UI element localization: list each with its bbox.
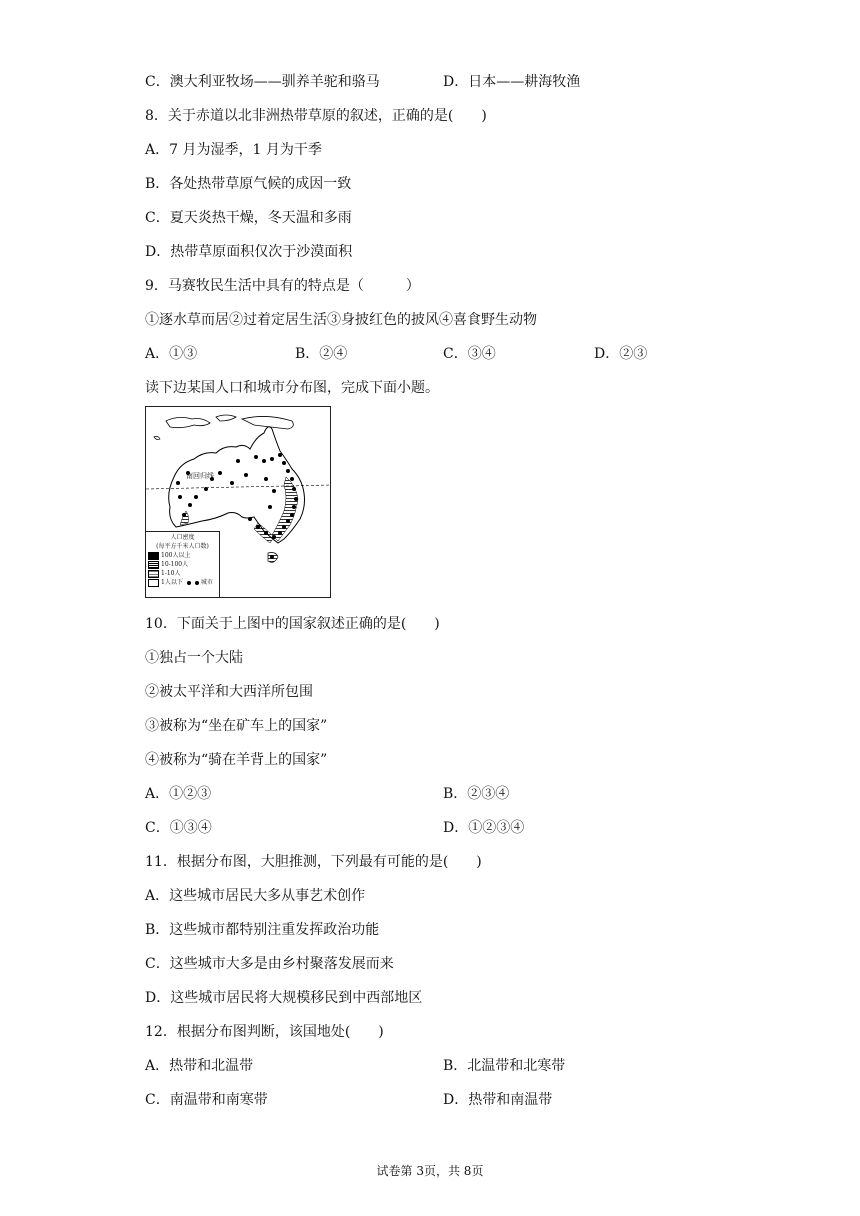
q11-option-b: B．这些城市都特别注重发挥政治功能 <box>145 922 380 938</box>
q12-stem: 12．根据分布图判断，该国地处( ) <box>145 1024 384 1040</box>
q11-option-a: A．这些城市居民大多从事艺术创作 <box>145 888 366 904</box>
q11-option-d: D．这些城市居民将大规模移民到中西部地区 <box>145 990 423 1006</box>
q12-option-c: C．南温带和南寒带 <box>145 1092 268 1108</box>
q10-option-c: C．①③④ <box>145 820 212 836</box>
q8-option-a: A．7 月为湿季，1 月为干季 <box>145 142 322 158</box>
q8-option-d: D．热带草原面积仅次于沙漠面积 <box>145 244 353 260</box>
q9-option-a: A．①③ <box>145 346 198 362</box>
q10-option-d: D．①②③④ <box>443 820 525 836</box>
q9-option-c: C．③④ <box>443 346 496 362</box>
population-city-map <box>145 406 331 598</box>
page-footer: 试卷第 3页，共 8页 <box>376 1164 484 1178</box>
q12-option-b: B．北温带和北寒带 <box>443 1058 566 1074</box>
city-dot-icon <box>195 581 199 585</box>
q10-statement-3: ③被称为“坐在矿车上的国家” <box>145 718 328 734</box>
q8-stem: 8．关于赤道以北非洲热带草原的叙述，正确的是( ) <box>145 108 487 124</box>
q11-option-c: C．这些城市大多是由乡村聚落发展而来 <box>145 956 394 972</box>
q7-option-d: D．日本——耕海牧渔 <box>443 74 581 90</box>
q10-statement-4: ④被称为“骑在羊背上的国家” <box>145 752 328 768</box>
swatch-icon <box>148 570 159 578</box>
legend-row: 10-100人 <box>148 560 217 569</box>
q11-stem: 11．根据分布图，大胆推测，下列最有可能的是( ) <box>145 854 482 870</box>
city-dot-icon <box>187 581 191 585</box>
swatch-icon <box>148 579 159 587</box>
legend-row: 100人以上 <box>148 551 217 560</box>
q8-option-b: B．各处热带草原气候的成因一致 <box>145 176 352 192</box>
q8-option-c: C．夏天炎热干燥，冬天温和多雨 <box>145 210 352 226</box>
legend-row: 1-10人 <box>148 569 217 578</box>
legend-title: 人口密度 <box>170 534 195 541</box>
q12-option-a: A．热带和北温带 <box>145 1058 254 1074</box>
q9-option-b: B．②④ <box>295 346 348 362</box>
q10-option-b: B．②③④ <box>443 786 510 802</box>
map-intro: 读下边某国人口和城市分布图，完成下面小题。 <box>145 380 439 396</box>
q9-option-d: D．②③ <box>594 346 648 362</box>
q10-option-a: A．①②③ <box>145 786 212 802</box>
swatch-icon <box>148 561 159 569</box>
q12-option-d: D．热带和南温带 <box>443 1092 553 1108</box>
swatch-icon <box>148 552 159 560</box>
q10-stem: 10．下面关于上图中的国家叙述正确的是( ) <box>145 616 440 632</box>
q10-statement-2: ②被太平洋和大西洋所包围 <box>145 684 313 700</box>
legend-row: 1人以下 城市 <box>148 578 217 587</box>
q10-statement-1: ①独占一个大陆 <box>145 650 243 666</box>
q9-statement: ①逐水草而居②过着定居生活③身披红色的披风④喜食野生动物 <box>145 312 537 328</box>
map-legend <box>146 531 220 597</box>
q7-option-c: C．澳大利亚牧场——驯养羊驼和骆马 <box>145 74 380 90</box>
legend-subtitle: (每平方千米人口数) <box>156 543 209 550</box>
q9-stem: 9．马赛牧民生活中具有的特点是（ ） <box>145 278 420 294</box>
tropic-of-capricorn-label: 南回归线 <box>186 472 214 480</box>
